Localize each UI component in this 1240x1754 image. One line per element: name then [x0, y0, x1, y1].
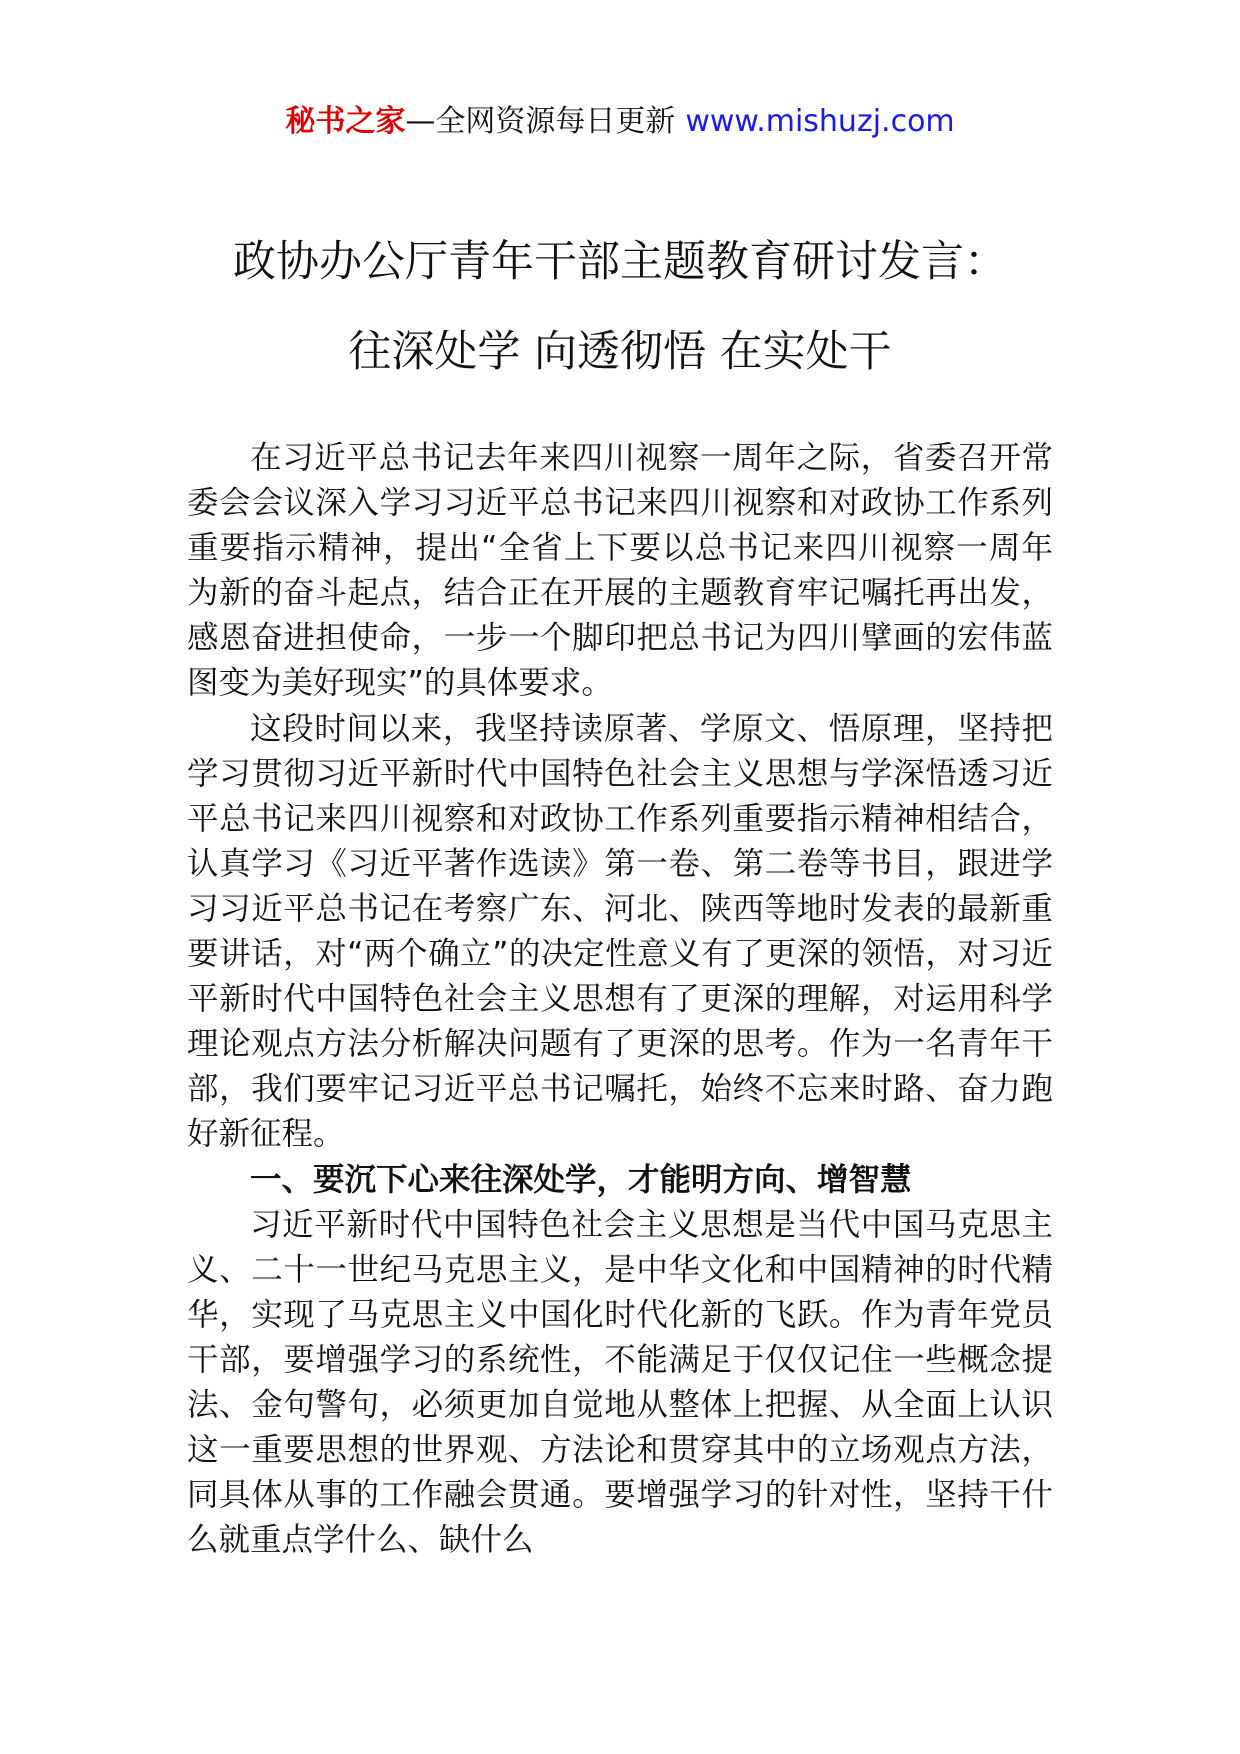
document-body: [187, 436, 1053, 1563]
document-title-line-2: 往深处学 向透彻悟 在实处干: [348, 327, 892, 377]
section-heading: 一、要沉下心来往深处学，才能明方向、增智慧: [250, 1161, 912, 1198]
document-title-line-1: 政协办公厅青年干部主题教育研讨发言：: [233, 237, 1007, 287]
site-url-link[interactable]: www.mishuzj.com: [685, 104, 955, 139]
body-paragraph: 习近平新时代中国特色社会主义思想是当代中国马克思主义、二十一世纪马克思主义，是中华文化和中国精神的时代精华，实现了马克思主义中国化时代化新的飞跃。作为青年党员干部，要增强学习的系统性，不能满足于仅仅记住一些概念提法、金句警句，必须更加自觉地从整体上把握、从全面上认识这一重要思想的世界观、方法论和贯穿其中的立场观点方法，同具体从事的工作融会贯通。要增强学习的针对性，坚持干什么就重点学什么、缺什么: [187, 1206, 1053, 1559]
body-paragraph: 在习近平总书记去年来四川视察一周年之际，省委召开常委会会议深入学习习近平总书记来四川视察和对政协工作系列重要指示精神，提出“全省上下要以总书记来四川视察一周年为新的奋斗起点，结合正在开展的主题教育牢记嘱托再出发，感恩奋进担使命，一步一个脚印把总书记为四川擘画的宏伟蓝图变为美好现实”的具体要求。: [187, 440, 1053, 702]
body-paragraph: 这段时间以来，我坚持读原著、学原文、悟原理，坚持把学习贯彻习近平新时代中国特色社会主义思想与学深悟透习近平总书记来四川视察和对政协工作系列重要指示精神相结合，认真学习《习近平著作选读》第一卷、第二卷等书目，跟进学习习近平总书记在考察广东、河北、陕西等地时发表的最新重要讲话，对“两个确立”的决定性意义有了更深的领悟，对习近平新时代中国特色社会主义思想有了更深的理解，对运用科学理论观点方法分析解决问题有了更深的思考。作为一名青年干部，我们要牢记习近平总书记嘱托，始终不忘来时路、奋力跑好新征程。: [187, 710, 1053, 1153]
site-slogan: —全网资源每日更新: [405, 104, 676, 139]
site-brand: 秘书之家: [285, 104, 406, 139]
site-header: [0, 100, 1240, 144]
